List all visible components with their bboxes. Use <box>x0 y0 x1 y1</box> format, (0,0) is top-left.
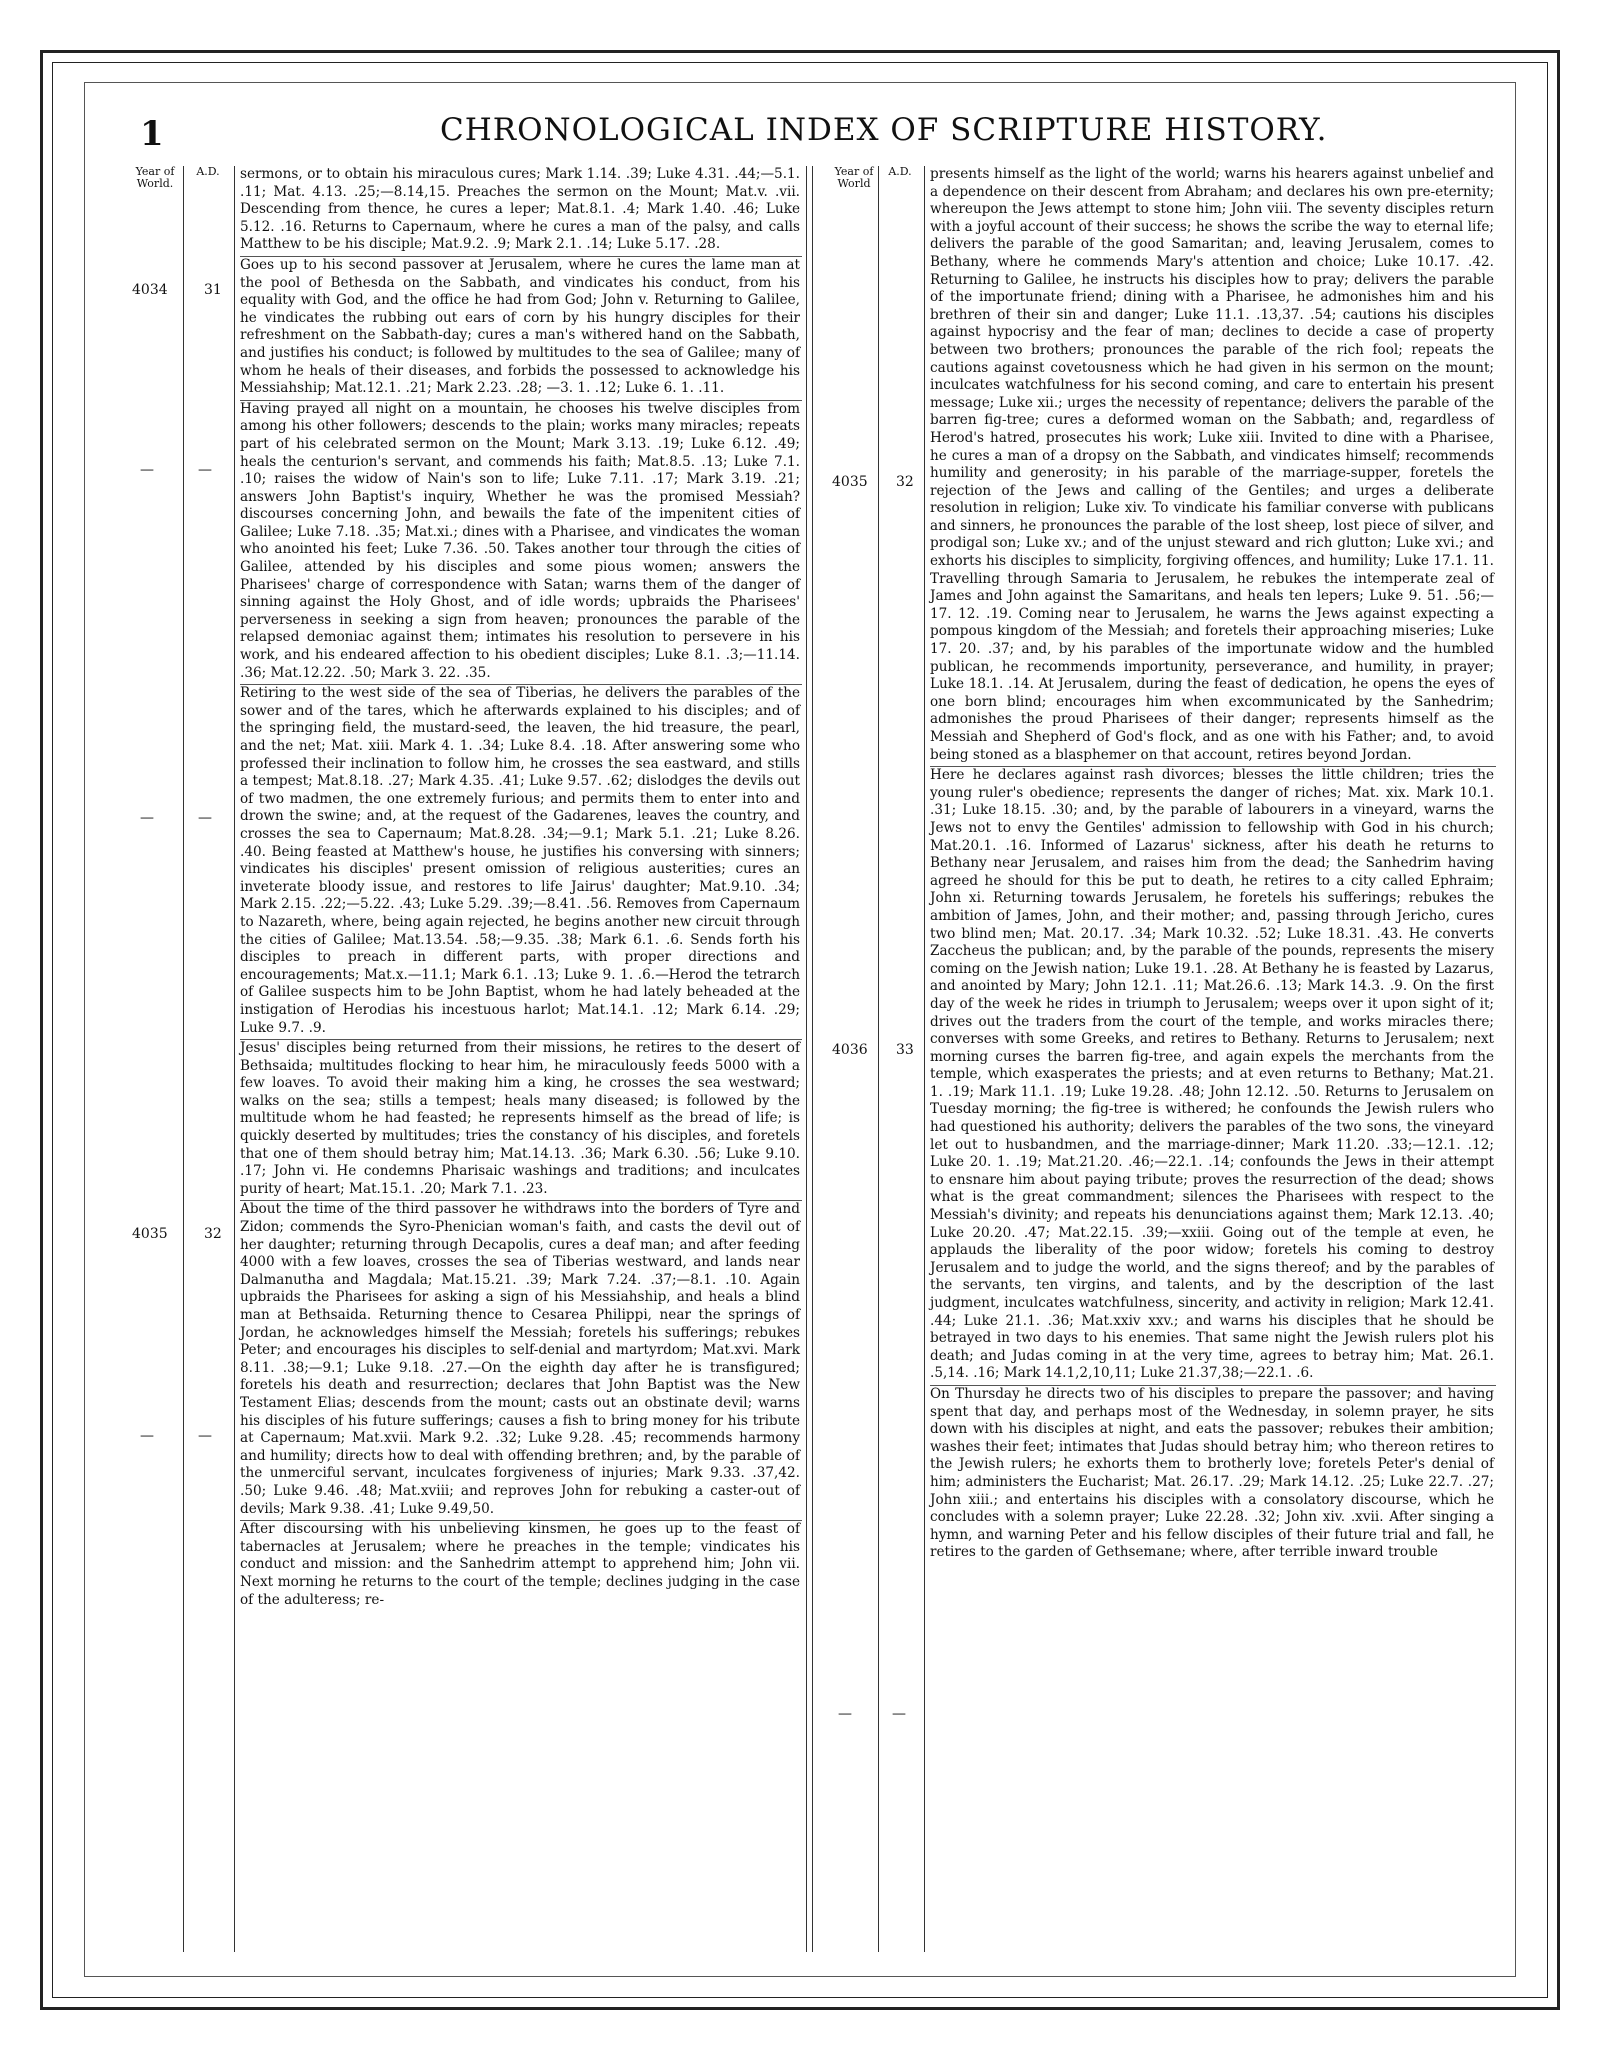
ad-header-left: A.D. <box>196 165 220 178</box>
history-entry: sermons, or to obtain his miraculous cures; Mark 1.14. .39; Luke 4.31. .44;—5.1. .11; Mat. 4.13. .25;—8.14,15. Preaches the sermon on the Mount; Mat.v. .vii. Descending from thence, he cures a leper; Mat.8.1. .4; Mark 1.40. .46; Luke 5.12. .16. Returns to Capernaum, where he cures a man of the palsy, and calls Matthew to be his disciple; Mat.9.2. .9; Mark 2.1. .14; Luke 5.17. .28. <box>240 166 802 257</box>
history-entry: Here he declares against rash divorces; blesses the little children; tries the young ruler's obedience; represents the danger of riches; Mat. xix. Mark 10.1. .31; Luke 18.15. .30; and, by the parable of labourers in a vineyard, warns the Jews not to envy the Gentiles' admission to fellowship with God in his church; Mat.20.1. .16. Informed of Lazarus' sickness, after his death he returns to Bethany near Jerusalem, and raises him from the dead; the Sanhedrim having agreed he should for this be put to death, he retires to a city called Ephraim; John xi. Returning towards Jerusalem, he foretels his sufferings; rebukes the ambition of James, John, and their mother; and, passing through Jericho, cures two blind men; Mat. 20.17. .34; Mark 10.32. .52; Luke 18.31. .43. He converts Zaccheus the publican; and, by the parable of the pounds, represents the misery coming on the Jewish nation; Luke 19.1. .28. At Bethany he is feasted by Lazarus, and anointed by Mary; John 12.1. .11; Mat.26.6. .13; Mark 14.3. .9. On the first day of the week he rides in triumph to Jerusalem; weeps over it upon sight of it; drives out the traders from the court of the temple, and works miracles there; converses with some Greeks, and retires to Bethany. Returns to Jerusalem; next morning curses the barren fig-tree, and again expels the merchants from the temple, which exasperates the priests; and at even returns to Bethany; Mat.21. 1. .19; Mark 11.1. .19; Luke 19.28. .48; John 12.12. .50. Returns to Jerusalem on Tuesday morning; the fig-tree is withered; he confounds the Jewish rulers who had questioned his authority; delivers the parables of the two sons, the vineyard let out to husbandmen, and the marriage-dinner; Mark 11.20. .33;—12.1. .12; Luke 20. 1. .19; Mat.21.20. .46;—22.1. .14; confounds the Jews in their attempt to ensnare him about paying tribute; proves the resurrection of the dead; shows what is the great commandment; silences the Pharisees with respect to the Messiah's divinity; and repeats his denunciations against them; Mark 12.13. .40; Luke 20.20. .47; Mat.22.15. .39;—xxiii. Going out of the temple at even, he applauds the liberality of the poor widow; foretels his coming to destroy Jerusalem and to judge the world, and the signs thereof; and by the parables of the servants, ten virgins, and talents, and by the description of the last judgment, inculcates watchfulness, sincerity, and activity in religion; Mark 12.41. .44; Luke 21.1. .36; Mat.xxiv xxv.; and warns his disciples that he should be betrayed in two days to his enemies. That same night the Jewish rulers plot his death; and Judas coming in at the very time, agrees to betray him; Mat. 26.1. .5,14. .16; Mark 14.1,2,10,11; Luke 21.37,38;—22.1. .6. <box>930 767 1496 1386</box>
page-title: CHRONOLOGICAL INDEX OF SCRIPTURE HISTORY. <box>440 112 1328 148</box>
year-marker: — <box>838 1706 852 1722</box>
year-marker: — <box>140 810 154 826</box>
ad-marker: — <box>198 810 212 826</box>
year-marker: 4035 <box>832 474 868 490</box>
year-marker: — <box>140 1428 154 1444</box>
column-rule <box>812 166 813 1952</box>
history-entry: After discoursing with his unbelieving kinsmen, he goes up to the feast of tabernacles at Jerusalem; where he preaches in the temple; vindicates his conduct and mission: and the Sanhedrim attempt to apprehend him; John vii. Next morning he returns to the court of the temple; declines judging in the case of the adulteress; re- <box>240 1521 800 1608</box>
year-marker: — <box>140 462 154 478</box>
left-text-column <box>240 166 802 1611</box>
history-entry: Goes up to his second passover at Jerusalem, where he cures the lame man at the pool of Bethesda on the Sabbath, and vindicates his conduct, from his equality with God, and the office he had from God; John v. Returning to Galilee, he vindicates the rubbing out ears of corn by his hungry disciples for their refreshment on the Sabbath-day; cures a man's withered hand on the Sabbath, and justifies his conduct; is followed by multitudes to the sea of Galilee; many of whom he heals of their diseases, and forbids the possessed to acknowledge his Messiahship; Mat.12.1. .21; Mark 2.23. .28; —3. 1. .12; Luke 6. 1. .11. <box>240 257 802 401</box>
ad-marker: 33 <box>896 1042 914 1058</box>
column-rule <box>878 166 879 1952</box>
column-rule <box>183 166 184 1952</box>
year-of-world-header-left: Year of World. <box>135 165 175 190</box>
history-entry: About the time of the third passover he withdraws into the borders of Tyre and Zidon; commends the Syro-Phenician woman's faith, and casts the devil out of her daughter; returning through Decapolis, cures a deaf man; and after feeding 4000 with a few loaves, crosses the sea of Tiberias westward, and lands near Dalmanutha and Magdala; Mat.15.21. .39; Mark 7.24. .37;—8.1. .10. Again upbraids the Pharisees for asking a sign of his Messiahship, and heals a blind man at Bethsaida. Returning thence to Cesarea Philippi, near the springs of Jordan, he acknowledges himself the Messiah; foretels his sufferings; rebukes Peter; and encourages his disciples to self-denial and martyrdom; Mat.xvi. Mark 8.11. .38;—9.1; Luke 9.18. .27.—On the eighth day after he is transfigured; foretels his death and resurrection; declares that John Baptist was the New Testament Elias; descends from the mount; casts out an obstinate devil; warns his disciples of his future sufferings; causes a fish to bring money for his tribute at Capernaum; Mat.xvii. Mark 9.2. .32; Luke 9.28. .45; recommends harmony and humility; directs how to deal with offending brethren; and, by the parable of the unmerciful servant, inculcates forgiveness of injuries; Mark 9.33. .37,42. .50; Luke 9.46. .48; Mat.xviii; and reproves John for rebuking a caster-out of devils; Mark 9.38. .41; Luke 9.49,50. <box>240 1201 802 1521</box>
history-entry: Jesus' disciples being returned from their missions, he retires to the desert of Bethsaida; multitudes flocking to hear him, he miraculously feeds 5000 with a few loaves. To avoid their making him a king, he crosses the sea westward; walks on the sea; stills a tempest; heals many diseased; is followed by the multitude whom he had feasted; he represents himself as the bread of life; is quickly deserted by multitudes; tries the constancy of his disciples, and foretels that one of them should betray him; Mat.14.13. .36; Mark 6.30. .56; Luke 9.10. .17; John vi. He condemns Pharisaic washings and traditions; and inculcates purity of heart; Mat.15.1. .20; Mark 7.1. .23. <box>240 1040 802 1201</box>
column-rule <box>924 166 925 1952</box>
year-marker: 4034 <box>132 282 168 298</box>
history-entry: On Thursday he directs two of his disciples to prepare the passover; and having spent that day, and perhaps most of the Wednesday, in solemn prayer, he sits down with his disciples at night, and eats the passover; rebukes their ambition; washes their feet; intimates that Judas should betray him; who thereon retires to the Jewish rulers; he exhorts them to brotherly love; foretels Peter's denial of him; administers the Eucharist; Mat. 26.17. .29; Mark 14.12. .25; Luke 22.7. .27; John xiii.; and entertains his disciples with a consolatory discourse, which he concludes with a solemn prayer; Luke 22.28. .32; John xiv. .xvii. After singing a hymn, and warning Peter and his fellow disciples of their future trial and fall, he retires to the garden of Gethsemane; where, after terrible inward trouble <box>930 1385 1494 1561</box>
ad-marker: 32 <box>896 474 914 490</box>
page-number: 1 <box>140 114 164 154</box>
ad-header-right: A.D. <box>888 165 912 178</box>
year-of-world-header-right: Year of World <box>834 165 874 190</box>
history-entry: presents himself as the light of the world; warns his hearers against unbelief and a dependence on their descent from Abraham; and declares his own pre-eternity; whereupon the Jews attempt to stone him; John viii. The seventy disciples return with a joyful account of their success; he shows the scribe the way to eternal life; delivers the parable of the good Samaritan; and, leaving Jerusalem, comes to Bethany, where he commends Mary's attention and choice; Luke 10.17. .42. Returning to Galilee, he instructs his disciples how to pray; delivers the parable of the importunate friend; dining with a Pharisee, he admonishes him and his brethren of their sin and danger; Luke 11.1. .13,37. .54; cautions his disciples against hypocrisy and the fear of man; declines to decide a case of property between two brothers; pronounces the parable of the rich fool; repeats the cautions against covetousness which he had given in his sermon on the mount; inculcates watchfulness for his second coming, and care to entertain his present message; Luke xii.; urges the necessity of repentance; delivers the parable of the barren fig-tree; cures a deformed woman on the Sabbath; and, regardless of Herod's hatred, prosecutes his work; Luke xiii. Invited to dine with a Pharisee, he cures a man of a dropsy on the Sabbath, and vindicates himself; recommends humility and generosity; in his parable of the marriage-supper, foretels the rejection of the Jews and calling of the Gentiles; and urges a deliberate resolution in religion; Luke xiv. To vindicate his familiar converse with publicans and sinners, he pronounces the parable of the lost sheep, lost piece of silver, and prodigal son; Luke xv.; and of the unjust steward and rich glutton; Luke xvi.; and exhorts his disciples to simplicity, forgiving offences, and humility; Luke 17.1. 11. Travelling through Samaria to Jerusalem, he rebukes the intemperate zeal of James and John against the Samaritans, and heals ten lepers; Luke 9. 51. .56;—17. 12. .19. Coming near to Jerusalem, he warns the Jews against expecting a pompous kingdom of the Messiah; and foretels their approaching miseries; Luke 17. 20. .37; and, by his parables of the importunate widow and the humbled publican, he recommends importunity, perseverance, and humility, in prayer; Luke 18.1. .14. At Jerusalem, during the feast of dedication, he opens the eyes of one born blind; encourages him when excommunicated by the Sanhedrim; admonishes the proud Pharisees of their danger; represents himself as the Messiah and Shepherd of God's flock, and as one with his Father; and, to avoid being stoned as a blasphemer on that account, retires beyond Jordan. <box>930 166 1496 767</box>
right-text-column <box>930 166 1496 1564</box>
ad-marker: — <box>892 1706 906 1722</box>
ad-marker: — <box>198 462 212 478</box>
ad-marker: 32 <box>204 1226 222 1242</box>
year-marker: 4035 <box>132 1226 168 1242</box>
year-marker: 4036 <box>832 1042 868 1058</box>
history-entry: Having prayed all night on a mountain, he chooses his twelve disciples from among his other followers; descends to the plain; works many miracles; repeats part of his celebrated sermon on the Mount; Mark 3.13. .19; Luke 6.12. .49; heals the centurion's servant, and commends his faith; Mat.8.5. .13; Luke 7.1. .10; raises the widow of Nain's son to life; Luke 7.11. .17; Mark 3.19. .21; answers John Baptist's inquiry, Whether he was the promised Messiah? discourses concerning John, and bewails the fate of the impenitent cities of Galilee; Luke 7.18. .35; Mat.xi.; dines with a Pharisee, and vindicates the woman who anointed his feet; Luke 7.36. .50. Takes another tour through the cities of Galilee, attended by his disciples and some pious women; answers the Pharisees' charge of correspondence with Satan; warns them of the danger of sinning against the Holy Ghost, and of idle words; upbraids the Pharisees' perverseness in seeking a sign from heaven; pronounces the parable of the relapsed demoniac against them; intimates his resolution to persevere in his work, and his endeared affection to his obedient disciples; Luke 8.1. .3;—11.14. .36; Mat.12.22. .50; Mark 3. 22. .35. <box>240 401 802 686</box>
history-entry: Retiring to the west side of the sea of Tiberias, he delivers the parables of the sower and of the tares, which he afterwards explained to his disciples; and of the springing field, the mustard-seed, the leaven, the hid treasure, the pearl, and the net; Mat. xiii. Mark 4. 1. .34; Luke 8.4. .18. After answering some who professed their inclination to follow him, he crosses the sea eastward, and stills a tempest; Mat.8.18. .27; Mark 4.35. .41; Luke 9.57. .62; dislodges the devils out of two madmen, the one extremely furious; and permits them to enter into and drown the swine; and, at the request of the Gadarenes, leaves the country, and crosses the sea to Capernaum; Mat.8.28. .34;—9.1; Mark 5.1. .21; Luke 8.26. .40. Being feasted at Matthew's house, he justifies his conversing with sinners; vindicates his disciples' present omission of religious austerities; cures an inveterate bloody issue, and restores to life Jairus' daughter; Mat.9.10. .34; Mark 2.15. .22;—5.22. .43; Luke 5.29. .39;—8.41. .56. Removes from Capernaum to Nazareth, where, being again rejected, he begins another new circuit through the cities of Galilee; Mat.13.54. .58;—9.35. .38; Mark 6.1. .6. Sends forth his disciples to preach in different parts, with proper directions and encouragements; Mat.x.—11.1; Mark 6.1. .13; Luke 9. 1. .6.—Herod the tetrarch of Galilee suspects him to be John Baptist, whom he had lately beheaded at the instigation of Herodias his incestuous harlot; Mat.14.1. .12; Mark 6.14. .29; Luke 9.7. .9. <box>240 685 802 1040</box>
column-rule <box>806 166 807 1952</box>
ad-marker: 31 <box>204 282 222 298</box>
column-rule <box>234 166 235 1952</box>
ad-marker: — <box>198 1428 212 1444</box>
